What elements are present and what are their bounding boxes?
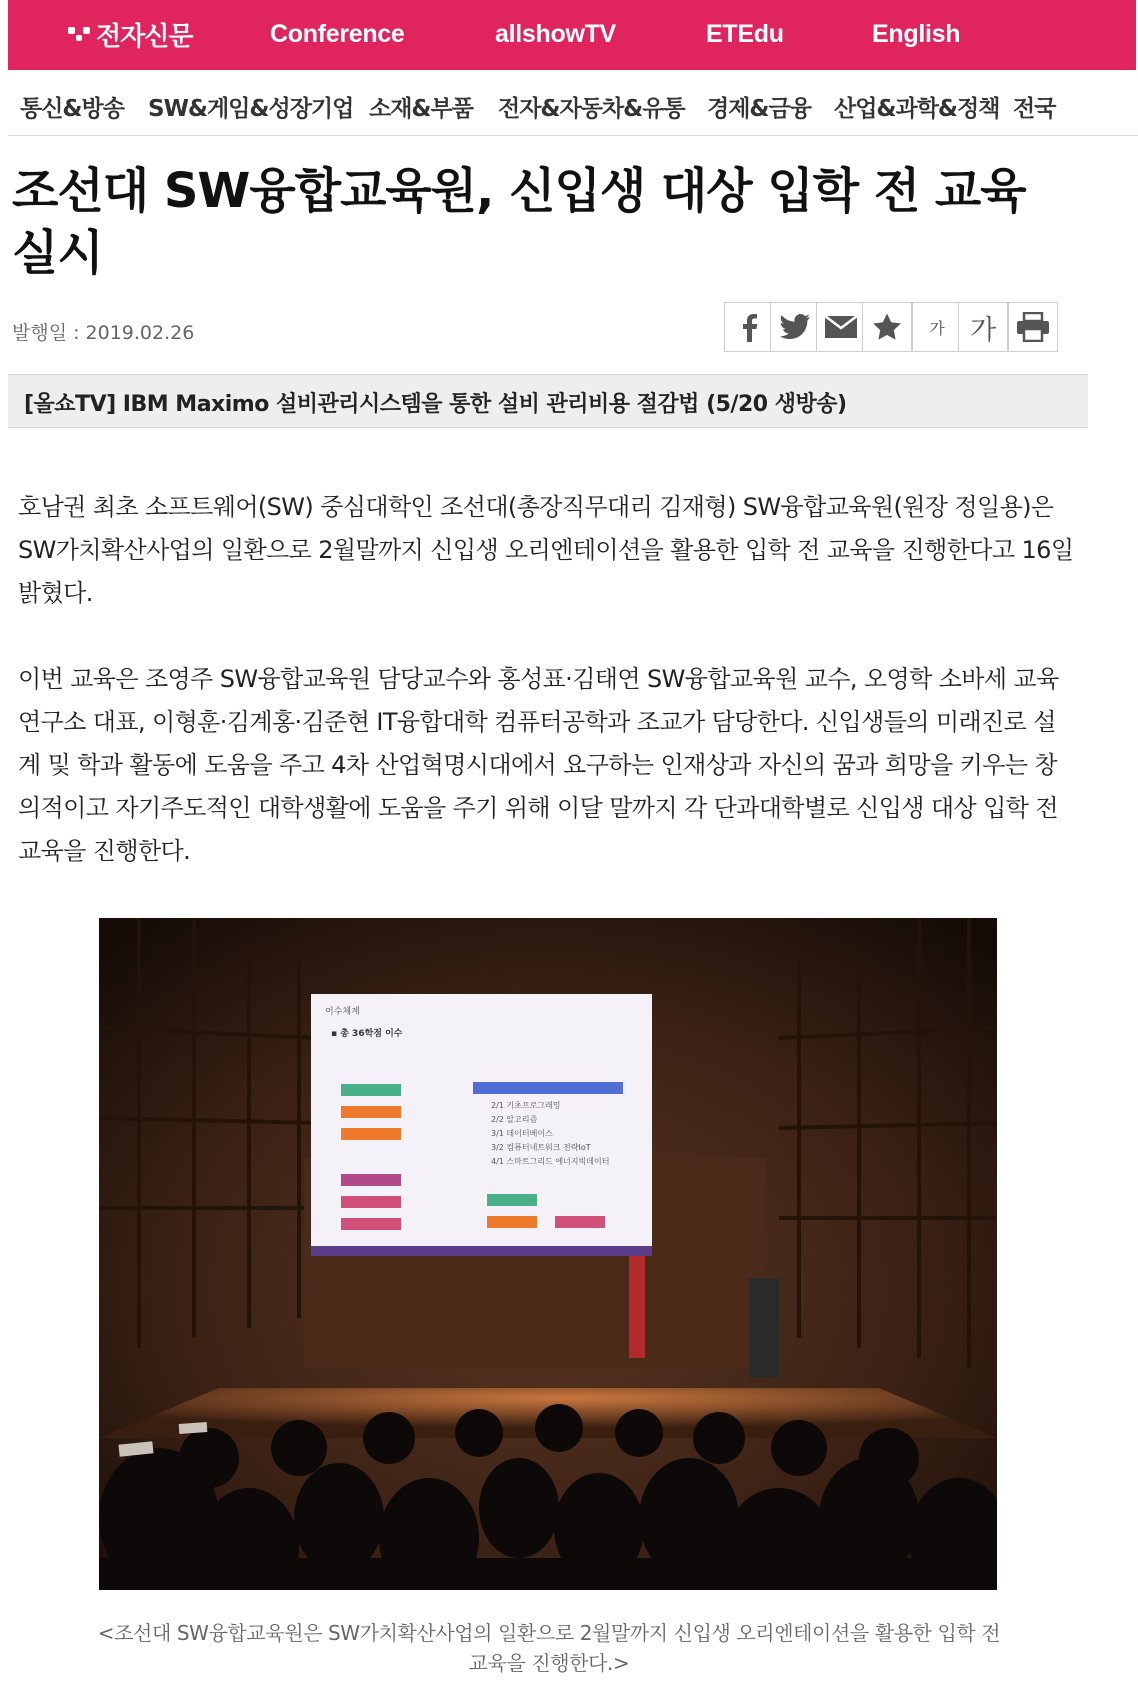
slide-block xyxy=(487,1194,537,1206)
print-icon xyxy=(1016,312,1050,342)
twitter-share-button[interactable] xyxy=(770,302,820,352)
category-materials[interactable]: 소재&부품 xyxy=(369,96,473,122)
slide-footer-bar xyxy=(311,1246,652,1256)
email-share-button[interactable] xyxy=(816,302,866,352)
slide-block xyxy=(341,1128,401,1140)
promo-banner[interactable] xyxy=(8,374,1088,428)
slide-block xyxy=(341,1196,401,1208)
category-navigation xyxy=(8,70,1138,136)
category-economy[interactable]: 경제&금융 xyxy=(707,96,811,122)
promo-link[interactable]: [올쇼TV] IBM Maximo 설비관리시스템을 통한 설비 관리비용 절감법 (5/20 생방송) xyxy=(24,392,847,417)
nav-etedu[interactable]: ETEdu xyxy=(706,20,784,48)
star-icon xyxy=(872,312,902,342)
bookmark-button[interactable] xyxy=(862,302,912,352)
article-headline xyxy=(12,160,1052,284)
nav-conference[interactable]: Conference xyxy=(270,20,405,48)
slide-table-row: 2/1 기초프로그래밍 xyxy=(491,1101,561,1110)
print-button[interactable] xyxy=(1008,302,1058,352)
category-industry[interactable]: 산업&과학&정책 xyxy=(834,96,1000,122)
headline-line-2: 실시 xyxy=(12,225,103,281)
slide-block xyxy=(341,1084,401,1096)
slide-block xyxy=(487,1216,537,1228)
slide-block xyxy=(341,1106,401,1118)
article-paragraph-1: 호남권 최초 소프트웨어(SW) 중심대학인 조선대(총장직무대리 김재형) SW융합교육원(원장 정일용)은 SW가치확산사업의 일환으로 2월말까지 신입생 오리엔테이션을 활용한 입학 전 교육을 진행한다고 16일 밝혔다. xyxy=(18,493,1074,607)
slide-title: 이수체계 xyxy=(325,1007,360,1017)
category-telecom[interactable]: 통신&방송 xyxy=(20,96,124,122)
slide-block xyxy=(341,1174,401,1186)
twitter-icon xyxy=(779,313,811,341)
slide-table-row: 4/1 스마트그리드 에너지빅데이터 xyxy=(491,1157,610,1166)
mail-icon xyxy=(824,315,858,339)
category-regional[interactable]: 전국 xyxy=(1013,96,1056,122)
slide-table-row: 3/2 컴퓨터네트워크 전략IoT xyxy=(491,1143,591,1152)
site-logo[interactable] xyxy=(68,16,192,53)
font-decrease-button[interactable] xyxy=(912,302,962,352)
publish-date: 발행일 : 2019.02.26 xyxy=(12,322,195,344)
slide-table-header xyxy=(473,1082,623,1094)
facebook-share-button[interactable] xyxy=(724,302,774,352)
slide-block xyxy=(555,1216,605,1228)
slide-block xyxy=(341,1218,401,1230)
headline-line-1: 조선대 SW융합교육원, 신입생 대상 입학 전 교육 xyxy=(12,163,1026,219)
category-sw-game[interactable]: SW&게임&성장기업 xyxy=(148,96,354,122)
logo-text: 전자신문 xyxy=(96,22,193,52)
nav-allshowtv[interactable]: allshowTV xyxy=(495,20,616,48)
font-small-icon: 가 xyxy=(929,318,945,338)
slide-table-row: 2/2 알고리즘 xyxy=(491,1115,538,1124)
facebook-icon xyxy=(738,312,760,342)
nav-english[interactable]: English xyxy=(872,20,961,48)
logo-mark-icon xyxy=(68,23,92,47)
slide-subtitle: ▪ 총 36학점 이수 xyxy=(331,1029,403,1039)
font-large-icon: 가 xyxy=(969,314,997,346)
photo-caption: <조선대 SW융합교육원은 SW가치확산사업의 일환으로 2월말까지 신입생 오리엔테이션을 활용한 입학 전 교육을 진행한다.> xyxy=(97,1621,1001,1675)
article-paragraph-2: 이번 교육은 조영주 SW융합교육원 담당교수와 홍성표·김태연 SW융합교육원 교수, 오영학 소바세 교육연구소 대표, 이형훈·김계홍·김준현 IT융합대학 컴퓨터공학과 조교가 담당한다. 신입생들의 미래진로 설계 및 학과 활동에 도움을 주고 4차 산업혁명시대에서 요구하는 인재상과 자신의 꿈과 희망을 키우는 창의적이고 자기주도적인 대학생활에 도움을 주기 위해 이달 말까지 각 단과대학별로 신입생 대상 입학 전 교육을 진행한다. xyxy=(18,665,1059,865)
category-electronics[interactable]: 전자&자동차&유통 xyxy=(498,96,685,122)
font-increase-button[interactable] xyxy=(958,302,1008,352)
top-navigation-bar xyxy=(8,0,1136,70)
slide-table-row: 3/1 데이터베이스 xyxy=(491,1129,553,1138)
projected-slide xyxy=(311,994,652,1256)
